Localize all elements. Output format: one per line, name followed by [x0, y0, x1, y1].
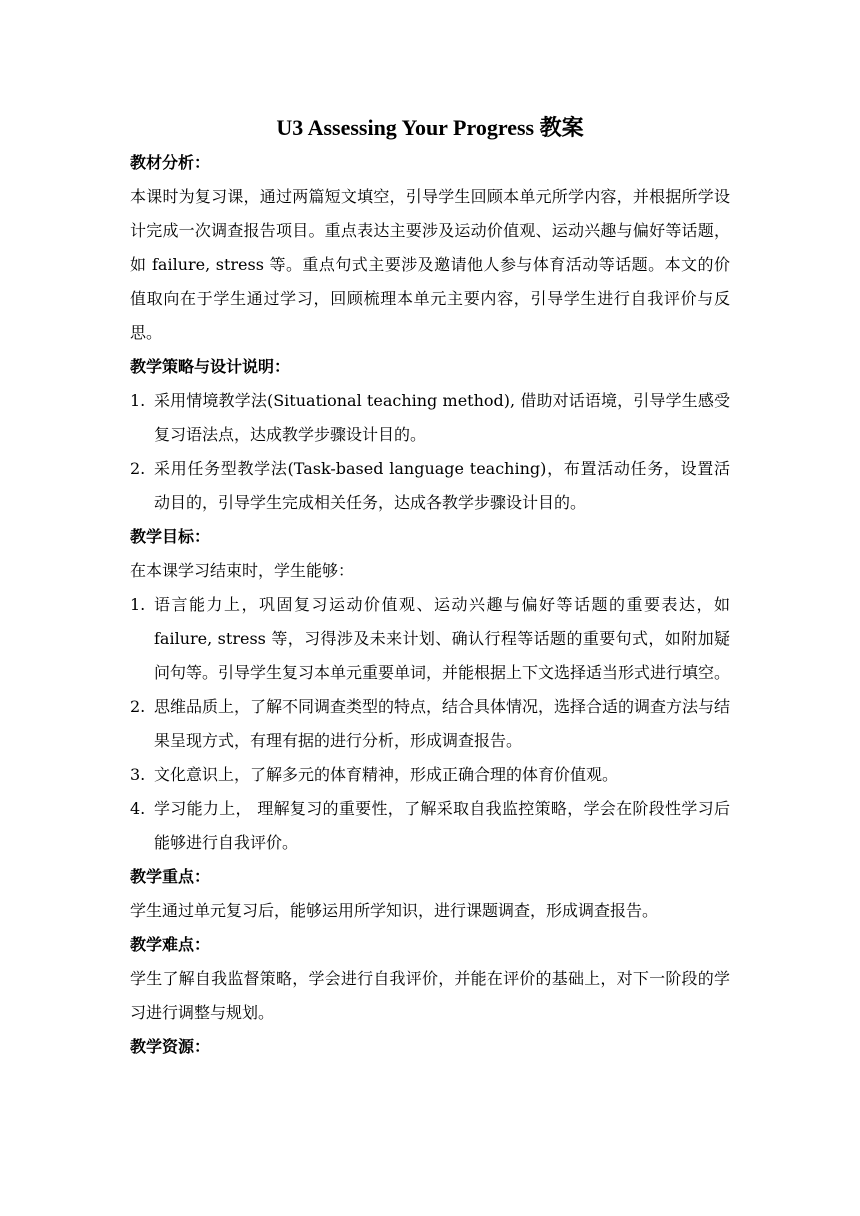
strategy-item — [130, 452, 730, 520]
list-number: 1. — [130, 595, 146, 614]
goal-item — [130, 588, 730, 690]
list-number: 4. — [130, 799, 146, 818]
difficulties-paragraph: 学生了解自我监督策略，学会进行自我评价，并能在评价的基础上，对下一阶段的学习进行调整与规划。 — [130, 969, 730, 1022]
goals-list — [130, 588, 730, 860]
materials-heading: 教材分析： — [130, 153, 211, 172]
goal-item — [130, 690, 730, 758]
materials-paragraph: 本课时为复习课，通过两篇短文填空，引导学生回顾本单元所学内容，并根据所学设计完成一次调查报告项目。重点表达主要涉及运动价值观、运动兴趣与偏好等话题，如 failure, stress 等。重点句式主要涉及邀请他人参与体育活动等话题。本文的价值取向在于学生通过学习，回顾梳理本单元主要内容，引导学生进行自我评价与反思。 — [130, 187, 730, 342]
strategy-item — [130, 384, 730, 452]
list-number: 2. — [130, 459, 146, 478]
document-page — [130, 110, 730, 1064]
key-points-paragraph: 学生通过单元复习后，能够运用所学知识，进行课题调查，形成调查报告。 — [130, 901, 659, 920]
goal-item — [130, 792, 730, 860]
goals-heading: 教学目标： — [130, 527, 211, 546]
strategy-heading: 教学策略与设计说明： — [130, 357, 291, 376]
list-item-text: 思维品质上，了解不同调查类型的特点，结合具体情况，选择合适的调查方法与结果呈现方式，有理有据的进行分析，形成调查报告。 — [154, 697, 731, 750]
difficulties-heading: 教学难点： — [130, 935, 211, 954]
list-number: 1. — [130, 391, 146, 410]
key-points-heading: 教学重点： — [130, 867, 211, 886]
strategy-list — [130, 384, 730, 520]
list-item-text: 采用情境教学法(Situational teaching method), 借助对话语境，引导学生感受复习语法点，达成教学步骤设计目的。 — [154, 391, 730, 444]
goals-intro: 在本课学习结束时，学生能够： — [130, 561, 355, 580]
list-number: 3. — [130, 765, 146, 784]
list-number: 2. — [130, 697, 146, 716]
list-item-text: 采用任务型教学法(Task-based language teaching)，布置活动任务，设置活动目的，引导学生完成相关任务，达成各教学步骤设计目的。 — [154, 459, 730, 512]
document-title: U3 Assessing Your Progress 教案 — [276, 115, 584, 140]
list-item-text: 语言能力上，巩固复习运动价值观、运动兴趣与偏好等话题的重要表达，如 failure, stress 等，习得涉及未来计划、确认行程等话题的重要句式，如附加疑问句等。引导学生复习本单元重要单词，并能根据上下文选择适当形式进行填空。 — [154, 595, 731, 682]
resources-heading: 教学资源： — [130, 1037, 211, 1056]
list-item-text: 文化意识上，了解多元的体育精神，形成正确合理的体育价值观。 — [154, 765, 619, 784]
list-item-text: 学习能力上， 理解复习的重要性，了解采取自我监控策略，学会在阶段性学习后能够进行自我评价。 — [154, 799, 730, 852]
goal-item — [130, 758, 730, 792]
